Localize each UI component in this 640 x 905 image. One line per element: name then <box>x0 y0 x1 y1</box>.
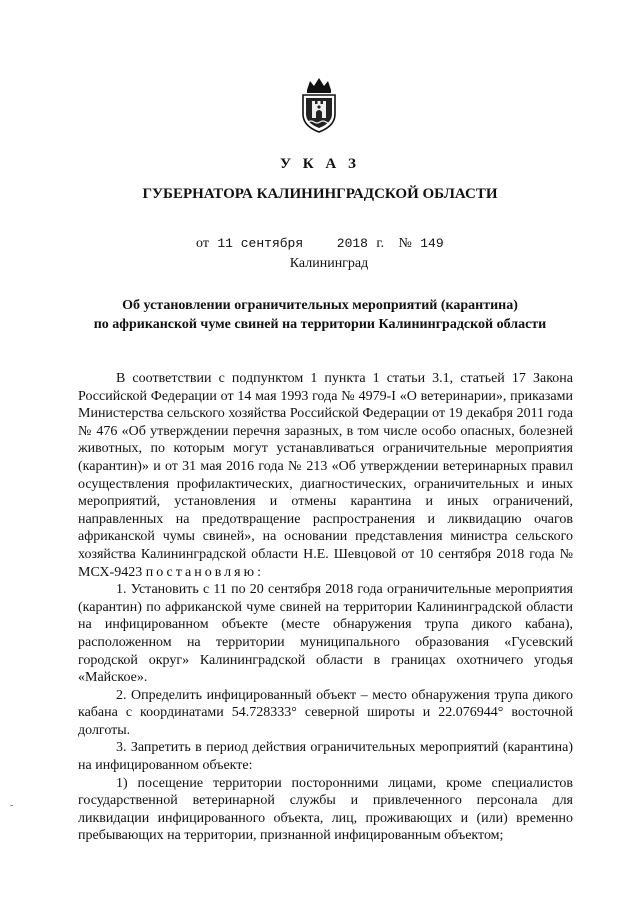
date-from-label: от <box>196 236 209 251</box>
decree-body <box>78 370 573 845</box>
preamble-paragraph <box>78 370 573 581</box>
document-type: У К А З <box>280 156 360 172</box>
preamble-text: В соответствии с подпунктом 1 пункта 1 статьи 3.1, статьей 17 Закона Российской Федерации от 14 мая 1993 года № 4979-I «О ветеринарии», приказами Министерства сельского хозяйства Российской Федерации от 19 декабря 2011 года № 476 «Об утверждении перечня заразных, в том числе особо опасных, болезней животных, по которым могут устанавливаться ограничительные мероприятия (карантин)» и от 31 мая 2016 года № 213 «Об утверждении ветеринарных правил осуществления профилактических, диагностических, ограничительных и иных мероприятий, установления и отмены карантина и иных ограничений, направленных на предотвращение распространения и ликвидацию очагов африканской чумы свиней», на основании представления министра сельского хозяйства Калининградской области Н.Е. Шевцовой от 10 сентября 2018 года № МСХ-9423 <box>78 371 573 580</box>
item-3-paragraph: 3. Запретить в период действия ограничительных мероприятий (карантина) на инфицированном объекте: <box>78 740 573 774</box>
item-1-paragraph: 1. Установить с 11 по 20 сентября 2018 года ограничительные мероприятия (карантин) по африканской чуме свиней на территории Калининградской области на инфицированном объекте (месте обнаружения трупа дикого кабана), расположенном на территории муниципального образования «Гусевский городской округ» Калининградской области в границах охотничего угодья «Майское». <box>78 582 573 686</box>
subject-line-2: по африканской чуме свиней на территории Калининградской области <box>93 317 547 332</box>
item-2-paragraph: 2. Определить инфицированный объект – место обнаружения трупа дикого кабана с координатами 54.728333° северной широты и 22.076944° восточной долготы. <box>78 687 573 738</box>
city-name: Калининград <box>289 256 369 271</box>
number-label: № <box>398 236 412 251</box>
dateline <box>196 236 444 252</box>
margin-mark: - <box>10 800 14 811</box>
item-3-1-paragraph: 1) посещение территории посторонними лицами, кроме специалистов государственной ветеринарной службы и привлеченного персонала для ликвидации инфицированного объекта, лиц, проживающих и (или) временно пребывающих на территории, признанной инфицированным объектом; <box>78 775 573 844</box>
issuer-title: ГУБЕРНАТОРА КАЛИНИНГРАДСКОЙ ОБЛАСТИ <box>142 186 498 202</box>
number-filled: 149 <box>420 236 444 251</box>
date-filled: 11 сентября <box>217 236 304 251</box>
subject-line-1: Об установлении ограничительных мероприятий (карантина) <box>122 298 518 313</box>
decree-word: постановляю: <box>145 564 264 580</box>
decree-subject <box>70 296 570 334</box>
coat-of-arms-icon <box>298 76 340 134</box>
year-suffix: г. <box>376 236 385 251</box>
year-filled: 2018 <box>336 236 368 251</box>
